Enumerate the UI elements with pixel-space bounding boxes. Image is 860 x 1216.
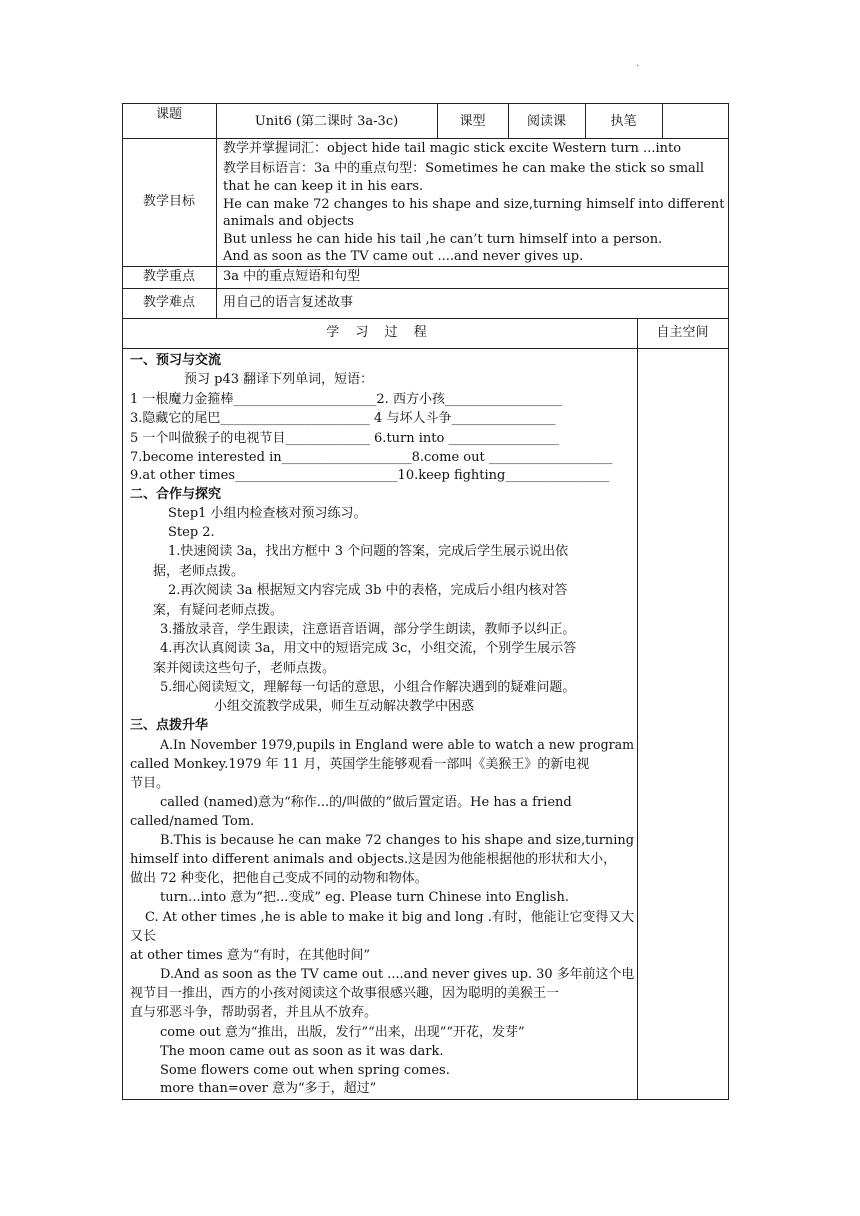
note-line: 做出 72 种变化，把他自己变成不同的动物和物体。 <box>130 871 428 886</box>
difficulties-label: 教学难点 <box>142 295 195 310</box>
note-line: 节目。 <box>130 776 170 791</box>
section-heading: 一、预习与交流 <box>130 353 222 368</box>
vocab-line: 3.隐藏它的尾巴_______________________ 4 与坏人斗争________________ <box>130 411 556 426</box>
rule-left <box>122 103 123 1100</box>
note-line: himself into different animals and objects.这是因为他能根据他的形状和大小， <box>130 852 617 867</box>
step-line: 据，老师点拨。 <box>153 564 245 579</box>
note-line: more than=over 意为“多于，超过” <box>160 1081 377 1096</box>
vocab-line: 5 一个叫做猴子的电视节目_____________ 6.turn into _________________ <box>130 431 559 446</box>
note-line: A.In November 1979,pupils in England were able to watch a new program <box>160 738 635 753</box>
step-line: 3.播放录音，学生跟读，注意语音语调，部分学生朗读，教师予以纠正。 <box>160 622 576 637</box>
step-line: 案，有疑问老师点拨。 <box>153 603 284 618</box>
rule-side-column <box>637 318 638 1100</box>
note-line: at other times 意为“有时，在其他时间” <box>130 948 371 963</box>
note-line: called (named)意为“称作...的/叫做的”做后置定语。He has a friend <box>160 795 572 810</box>
goals-line: But unless he can hide his tail ,he can’t turn himself into a person. <box>223 232 663 247</box>
step-line: 小组交流教学成果，师生互动解决教学中困惑 <box>214 699 475 714</box>
note-line: 又长 <box>130 929 157 944</box>
goals-line: He can make 72 changes to his shape and size,turning himself into different <box>223 197 725 212</box>
rule-top <box>122 103 729 104</box>
type-value: 阅读课 <box>526 114 566 129</box>
goals-label: 教学目标 <box>142 194 195 209</box>
note-line: C. At other times ,he is able to make it big and long .有时，他能让它变得又大 <box>145 910 635 925</box>
rule-goals-bottom <box>122 266 729 267</box>
key-points-value: 3a 中的重点短语和句型 <box>223 269 361 284</box>
vocab-line: 9.at other times_________________________10.keep fighting________________ <box>130 468 610 483</box>
note-line: called Monkey.1979 年 11 月，英国学生能够观看一部叫《美猴王》的新电视 <box>130 757 590 772</box>
side-space-label: 自主空间 <box>656 325 709 340</box>
goals-line: 教学并掌握词汇：object hide tail magic stick excite Western turn ...into <box>223 141 682 156</box>
goals-line: that he can keep it in his ears. <box>223 179 424 194</box>
topic-value: Unit6 (第二课时 3a-3c) <box>254 114 399 129</box>
step-line: 2.再次阅读 3a 根据短文内容完成 3b 中的表格，完成后小组内核对答 <box>168 583 568 598</box>
step-line: Step 2. <box>168 525 215 540</box>
rule-label-column <box>216 103 217 319</box>
step-line: Step1 小组内检查核对预习练习。 <box>168 506 367 521</box>
section-heading: 二、合作与探究 <box>130 487 222 502</box>
topic-label: 课题 <box>155 107 182 122</box>
note-line: Some flowers come out when spring comes. <box>160 1063 450 1078</box>
goals-line: 教学目标语言：3a 中的重点句型：Sometimes he can make the stick so small <box>223 161 705 176</box>
note-line: turn...into 意为“把...变成” eg. Please turn Chinese into English. <box>160 890 569 905</box>
step-line: 5.细心阅读短文，理解每一句话的意思，小组合作解决遇到的疑难问题。 <box>160 680 576 695</box>
goals-line: animals and objects <box>223 214 354 229</box>
step-line: 案并阅读这些句子，老师点拨。 <box>153 661 336 676</box>
rule-right <box>728 103 729 1100</box>
section-heading: 三、点拨升华 <box>130 718 209 733</box>
difficulties-value: 用自己的语言复述故事 <box>223 295 354 310</box>
step-line: 4.再次认真阅读 3a，用文中的短语完成 3c，小组交流，个别学生展示答 <box>160 641 577 656</box>
note-line: 直与邪恶斗争，帮助弱者，并且从不放弃。 <box>130 1005 378 1020</box>
note-line: called/named Tom. <box>130 814 255 829</box>
vocab-line: 1 一根魔力金箍棒______________________2. 西方小孩__________________ <box>130 392 562 407</box>
note-line: B.This is because he can make 72 changes to his shape and size,turning <box>160 833 635 848</box>
author-label: 执笔 <box>610 114 637 129</box>
note-line: come out 意为“推出，出版，发行”“出来，出现”“开花，发芽” <box>160 1025 525 1040</box>
note-line: 视节目一推出，西方的小孩对阅读这个故事很感兴趣，因为聪明的美猴王一 <box>130 986 560 1001</box>
rule-keypoints-bottom <box>122 288 729 289</box>
vocab-line: 7.become interested in____________________8.come out ___________________ <box>130 450 613 465</box>
step-line: 1.快速阅读 3a，找出方框中 3 个问题的答案，完成后学生展示说出依 <box>168 544 569 559</box>
key-points-label: 教学重点 <box>142 269 195 284</box>
note-line: D.And as soon as the TV came out ....and never gives up. 30 多年前这个电 <box>160 967 635 982</box>
process-title: 学 习 过 程 <box>326 325 433 340</box>
rule-header-bottom <box>122 138 729 139</box>
goals-line: And as soon as the TV came out ....and never gives up. <box>223 249 584 264</box>
rule-header-col5 <box>662 103 663 139</box>
preview-intro: 预习 p43 翻译下列单词，短语： <box>184 372 374 387</box>
note-line: The moon came out as soon as it was dark. <box>160 1044 444 1059</box>
type-label: 课型 <box>459 114 486 129</box>
corner-mark: . <box>636 58 640 69</box>
